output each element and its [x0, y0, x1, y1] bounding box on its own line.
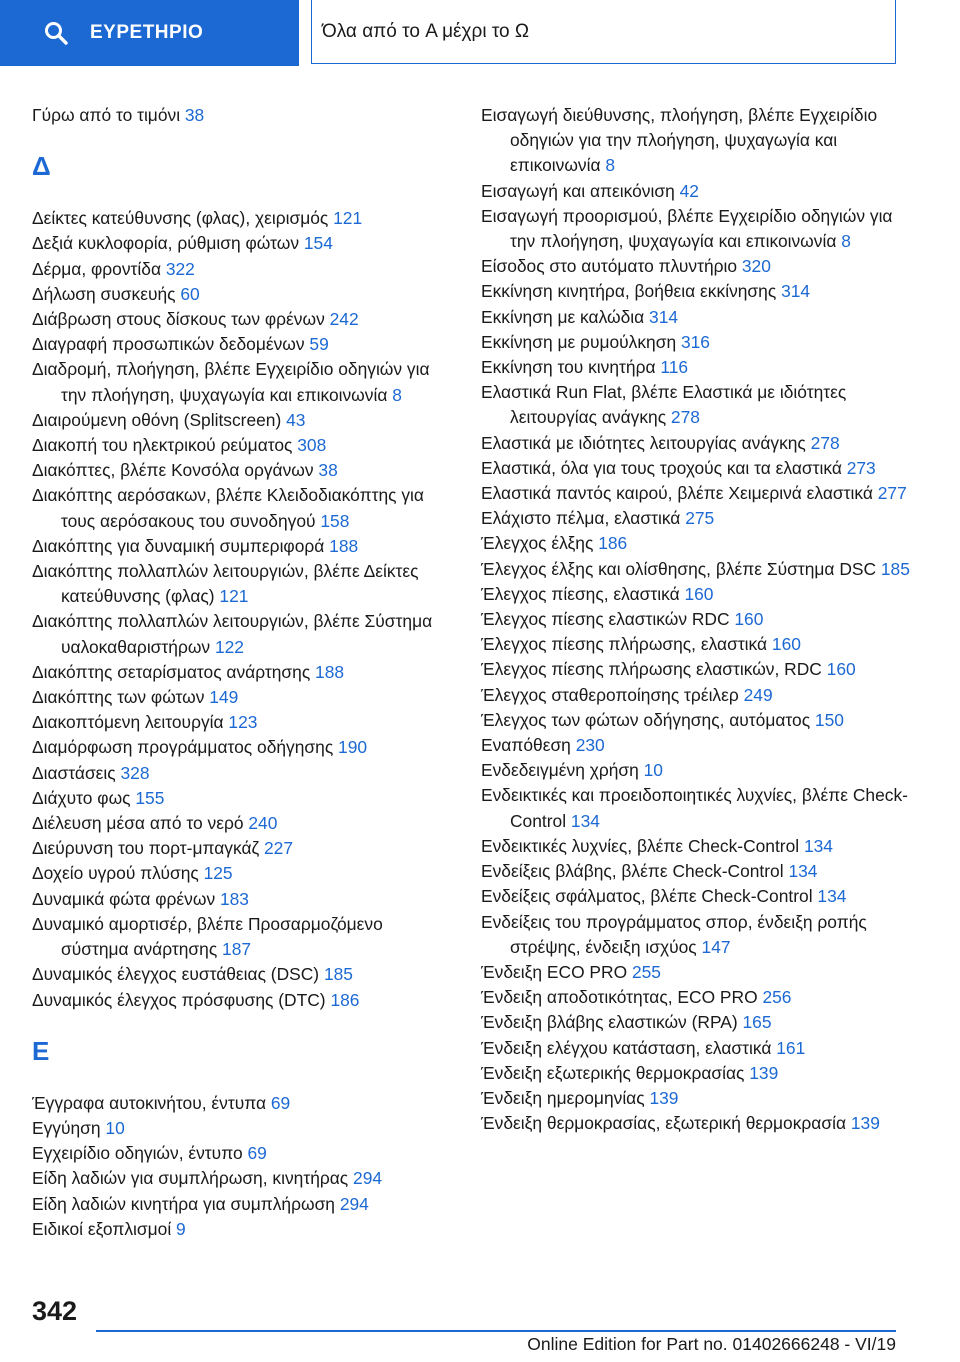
index-entry-text: Ένδειξη ελέγχου κατάσταση, ελαστικά	[481, 1037, 777, 1058]
index-entry	[32, 735, 452, 760]
index-entry	[32, 408, 452, 433]
index-entry	[481, 456, 921, 481]
index-entry-text: Διακόπτης σεταρίσματος ανάρτησης	[32, 661, 316, 682]
index-entry	[481, 279, 921, 304]
page-link[interactable]: 294	[353, 1168, 383, 1189]
index-entry	[481, 380, 921, 430]
index-entry	[32, 836, 452, 861]
index-entry-text: Εκκίνηση κινητήρα, βοήθεια εκκίνησης	[481, 281, 782, 302]
footer-edition: Online Edition for Part no. 01402666248 - VI/19	[527, 1334, 896, 1354]
index-entry-text: Ελαστικά με ιδιότητες λειτουργίας ανάγκης	[481, 432, 811, 453]
index-entry-text: Εισαγωγή προορισμού, βλέπε Εγχειρίδιο οδηγιών για την πλοήγηση, ψυχαγωγία και επικοινωνία	[481, 205, 893, 252]
index-entry-text: Ένδειξη ECO PRO	[481, 961, 632, 982]
index-entry-text: Δοχείο υγρού πλύσης	[32, 863, 204, 884]
index-entry	[481, 910, 921, 960]
index-entry	[32, 103, 452, 128]
tab-a-to-z[interactable]	[311, 0, 896, 64]
index-entry	[481, 582, 921, 607]
index-entry-text: Ένδειξη βλάβης ελαστικών (RPA)	[481, 1012, 743, 1033]
index-entry-text: Εισαγωγή διεύθυνσης, πλοήγηση, βλέπε Εγχειρίδιο οδηγιών για την πλοήγηση, ψυχαγωγία και επικοινωνία	[481, 105, 878, 176]
page-link[interactable]: 278	[670, 407, 700, 428]
page-link[interactable]: 158	[320, 510, 350, 531]
index-entry-text: Γύρω από το τιμόνι	[32, 105, 185, 125]
page-link[interactable]: 116	[660, 357, 689, 378]
page-link[interactable]: 255	[631, 961, 661, 982]
index-entry	[32, 483, 452, 533]
index-entry	[32, 912, 452, 962]
index-entry-text: Εκκίνηση με ρυμούλκηση	[481, 331, 681, 352]
index-entry	[481, 531, 921, 556]
index-entry	[481, 1010, 921, 1035]
index-column-right	[481, 103, 921, 1136]
index-entry-text: Διακόπτης πολλαπλών λειτουργιών, βλέπε Σύστημα υαλοκαθαριστήρων	[32, 611, 433, 657]
page-link[interactable]: 185	[323, 964, 353, 985]
index-entry	[481, 305, 921, 330]
page-link[interactable]: 134	[788, 861, 818, 882]
page-link[interactable]: 139	[850, 1113, 880, 1134]
page-link[interactable]: 59	[309, 334, 329, 355]
page-link[interactable]: 278	[810, 432, 840, 453]
tab-index-label: ΕΥΡΕΤΗΡΙΟ	[90, 22, 204, 43]
index-entry	[32, 534, 452, 559]
index-entry	[481, 708, 921, 733]
index-entry	[481, 683, 921, 708]
page-link[interactable]: 60	[180, 283, 200, 304]
index-entry-text: Εκκίνηση με καλώδια	[481, 306, 650, 327]
index-entry	[32, 257, 452, 282]
index-entry	[32, 962, 452, 987]
page-link[interactable]: 183	[219, 888, 249, 909]
page-link[interactable]: 160	[826, 659, 856, 680]
index-entry-text: Δυναμικό αμορτισέρ, βλέπε Προσαρμοζόμενο σύστημα ανάρτησης	[32, 913, 383, 960]
index-entry	[481, 1086, 921, 1111]
page-link[interactable]: 186	[330, 989, 360, 1010]
tab-index[interactable]	[0, 0, 299, 66]
page-link[interactable]: 155	[135, 787, 165, 808]
footer-divider	[96, 1330, 896, 1332]
index-entry	[32, 1141, 452, 1166]
page-link[interactable]: 275	[685, 508, 715, 529]
page-link[interactable]: 160	[734, 609, 764, 630]
index-entry-text: Διεύρυνση του πορτ-μπαγκάζ	[32, 838, 265, 859]
page-link[interactable]: 122	[214, 636, 244, 657]
page-link[interactable]: 9	[176, 1218, 186, 1239]
page-link[interactable]: 154	[303, 233, 333, 254]
index-entry	[481, 179, 921, 204]
page-link[interactable]: 160	[771, 634, 801, 655]
index-entry	[32, 660, 452, 685]
index-entry	[481, 657, 921, 682]
page-link[interactable]: 150	[814, 709, 844, 730]
index-entry-text: Έγγραφα αυτοκινήτου, έντυπα	[32, 1092, 271, 1113]
index-entry-text: Διαμόρφωση προγράμματος οδήγησης	[32, 737, 339, 758]
index-entry	[32, 282, 452, 307]
index-entry-text: Εγγύηση	[32, 1117, 106, 1138]
index-entry	[32, 433, 452, 458]
index-entry	[32, 1116, 452, 1141]
tab-a-to-z-label: Όλα από το A μέχρι το Ω	[322, 20, 530, 42]
page-link[interactable]: 187	[222, 939, 252, 960]
page-link[interactable]: 322	[165, 258, 195, 279]
index-entry	[481, 783, 921, 833]
index-entry	[32, 1192, 452, 1217]
index-entry	[32, 861, 452, 886]
index-entry-text: Διαγραφή προσωπικών δεδομένων	[32, 334, 310, 355]
index-entry-text: Ενδεικτικές και προειδοποιητικές λυχνίες, βλέπε Check-Control	[481, 785, 908, 831]
index-entry	[481, 103, 921, 179]
index-entry-text: Ελαστικά, όλα για τους τροχούς και τα ελαστικά	[481, 457, 847, 478]
index-column-left	[32, 103, 452, 1242]
index-entry-text: Διακοπτόμενη λειτουργία	[32, 712, 229, 733]
index-entry-text: Διάβρωση στους δίσκους των φρένων	[32, 309, 330, 330]
index-entry	[481, 1061, 921, 1086]
index-entry-text: Δέρμα, φροντίδα	[32, 258, 166, 279]
index-entry	[32, 307, 452, 332]
index-entry-text: Είδη λαδιών για συμπλήρωση, κινητήρας	[32, 1168, 354, 1189]
page-link[interactable]: 10	[105, 1117, 125, 1138]
page-link[interactable]: 308	[297, 435, 327, 456]
page-link[interactable]: 125	[203, 863, 233, 884]
page-link[interactable]: 121	[333, 208, 363, 229]
page-link[interactable]: 188	[329, 535, 359, 556]
index-entry-text: Εγχειρίδιο οδηγιών, έντυπο	[32, 1143, 248, 1164]
page-link[interactable]: 134	[817, 886, 847, 907]
index-entry	[481, 834, 921, 859]
index-entry-text: Διαστάσεις	[32, 762, 121, 783]
page-link[interactable]: 42	[679, 180, 699, 201]
index-entry	[32, 357, 452, 407]
index-entry	[32, 458, 452, 483]
index-entry-text: Έλεγχος πίεσης πλήρωσης, ελαστικά	[481, 634, 772, 655]
index-entry	[481, 985, 921, 1010]
page-link[interactable]: 316	[680, 331, 710, 352]
index-entry-text: Διαιρούμενη οθόνη (Splitscreen)	[32, 409, 287, 430]
index-entry-text: Ελαστικά Run Flat, βλέπε Ελαστικά με ιδιότητες λειτουργίας ανάγκης	[481, 382, 847, 428]
index-entry-text: Ένδειξη εξωτερικής θερμοκρασίας	[481, 1062, 750, 1083]
page-link[interactable]: 121	[219, 586, 249, 607]
page-link[interactable]: 227	[264, 838, 294, 859]
page-link[interactable]: 186	[598, 533, 628, 554]
index-entry-text: Δήλωση συσκευής	[32, 283, 181, 304]
page-link[interactable]: 256	[762, 987, 792, 1008]
index-entry	[32, 1166, 452, 1191]
page-link[interactable]: 240	[248, 813, 278, 834]
index-entry-text: Ενδείξεις του προγράμματος σπορ, ένδειξη ροπής στρέψης, ένδειξη ισχύος	[481, 911, 867, 957]
index-entry-text: Εναπόθεση	[481, 735, 576, 756]
index-entry	[481, 355, 921, 380]
index-entry-text: Διακόπτης πολλαπλών λειτουργιών, βλέπε Δείκτες κατεύθυνσης (φλας)	[32, 561, 419, 607]
page-link[interactable]: 134	[803, 835, 833, 856]
index-entry	[32, 988, 452, 1013]
index-entry	[481, 204, 921, 254]
page-link[interactable]: 69	[247, 1143, 267, 1164]
index-entry	[32, 206, 452, 231]
index-entry	[32, 609, 452, 659]
index-entry-text: Δεξιά κυκλοφορία, ρύθμιση φώτων	[32, 233, 304, 254]
index-entry-text: Ένδειξη αποδοτικότητας, ECO PRO	[481, 987, 763, 1008]
index-entry-text: Ελάχιστο πέλμα, ελαστικά	[481, 508, 686, 529]
page-link[interactable]: 139	[749, 1062, 779, 1083]
index-entry-text: Είσοδος στο αυτόματο πλυντήριο	[481, 256, 742, 277]
index-entry-text: Διάχυτο φως	[32, 787, 136, 808]
page-link[interactable]: 249	[743, 684, 773, 705]
index-entry-text: Ένδειξη θερμοκρασίας, εξωτερική θερμοκρασία	[481, 1113, 851, 1134]
index-entry-text: Διακόπτες, βλέπε Κονσόλα οργάνων	[32, 460, 319, 481]
index-entry-text: Διέλευση μέσα από το νερό	[32, 813, 249, 834]
index-entry-text: Έλεγχος σταθεροποίησης τρέιλερ	[481, 684, 744, 705]
page-link[interactable]: 190	[338, 737, 368, 758]
page-link[interactable]: 8	[841, 231, 851, 252]
index-entry	[32, 1091, 452, 1116]
index-entry	[481, 1036, 921, 1061]
page-link[interactable]: 43	[286, 409, 306, 430]
index-entry	[481, 431, 921, 456]
index-entry	[32, 559, 452, 609]
index-entry	[481, 758, 921, 783]
index-entry-text: Έλεγχος έλξης και ολίσθησης, βλέπε Σύστημα DSC	[481, 558, 881, 579]
page-link[interactable]: 314	[649, 306, 679, 327]
index-entry-text: Δείκτες κατεύθυνσης (φλας), χειρισμός	[32, 208, 334, 229]
index-entry	[481, 557, 921, 582]
index-entry	[32, 685, 452, 710]
index-entry-text: Ενδεικτικές λυχνίες, βλέπε Check-Control	[481, 835, 804, 856]
index-entry-text: Εισαγωγή και απεικόνιση	[481, 180, 680, 201]
index-entry	[481, 1111, 921, 1136]
page-link[interactable]: 165	[742, 1012, 772, 1033]
index-entry-text: Ένδειξη ημερομηνίας	[481, 1087, 650, 1108]
index-entry	[481, 254, 921, 279]
page-link[interactable]: 149	[209, 687, 239, 708]
index-entry	[32, 1217, 452, 1242]
page-link[interactable]: 147	[701, 936, 731, 957]
page-link[interactable]: 314	[781, 281, 811, 302]
page-link[interactable]: 123	[228, 712, 258, 733]
index-entry	[32, 332, 452, 357]
index-entry-text: Ενδεδειγμένη χρήση	[481, 760, 644, 781]
page-link[interactable]: 242	[329, 309, 359, 330]
page-number: 342	[32, 1296, 78, 1326]
index-letter-heading: Δ	[32, 151, 51, 182]
index-entry-text: Διακόπτης των φώτων	[32, 687, 210, 708]
index-letter-heading: Ε	[32, 1035, 50, 1066]
index-entry-text: Διακόπτης για δυναμική συμπεριφορά	[32, 535, 330, 556]
index-entry	[32, 786, 452, 811]
page-link[interactable]: 69	[270, 1092, 291, 1113]
index-entry	[481, 632, 921, 657]
page-link[interactable]: 273	[846, 457, 876, 478]
top-navigation	[0, 0, 960, 66]
index-entry-text: Είδη λαδιών κινητήρα για συμπλήρωση	[32, 1193, 340, 1214]
page-link[interactable]: 8	[392, 384, 402, 405]
index-entry	[481, 960, 921, 985]
page-link[interactable]: 328	[120, 762, 150, 783]
page-link[interactable]: 161	[776, 1037, 806, 1058]
index-entry	[481, 506, 921, 531]
index-entry-text: Ειδικοί εξοπλισμοί	[32, 1218, 177, 1239]
page-link[interactable]: 185	[880, 558, 910, 579]
index-entry	[481, 884, 921, 909]
index-entry	[32, 887, 452, 912]
index-entry	[32, 231, 452, 256]
page-link[interactable]: 139	[649, 1087, 679, 1108]
page-link[interactable]: 188	[315, 661, 345, 682]
page-link[interactable]: 134	[570, 810, 600, 831]
index-entry-text: Έλεγχος πίεσης πλήρωσης ελαστικών, RDC	[481, 659, 827, 680]
page-link[interactable]: 38	[184, 105, 205, 125]
page-link[interactable]: 277	[877, 483, 907, 504]
page-link[interactable]: 294	[339, 1193, 369, 1214]
page-link[interactable]: 10	[643, 760, 663, 781]
index-entry-text: Δυναμικά φώτα φρένων	[32, 888, 220, 909]
index-entry-text: Ενδείξεις βλάβης, βλέπε Check-Control	[481, 861, 789, 882]
page-link[interactable]: 230	[575, 735, 605, 756]
page-link[interactable]: 38	[318, 460, 338, 481]
index-entry	[481, 733, 921, 758]
index-entry-text: Ελαστικά παντός καιρού, βλέπε Χειμερινά ελαστικά	[481, 483, 878, 504]
index-entry-text: Δυναμικός έλεγχος ευστάθειας (DSC)	[32, 964, 324, 985]
index-entry	[32, 761, 452, 786]
page-link[interactable]: 320	[741, 256, 771, 277]
index-entry-text: Διακόπτης αερόσακων, βλέπε Κλειδοδιακόπτης για τους αερόσακους του συνοδηγού	[32, 485, 424, 531]
page-link[interactable]: 160	[684, 583, 714, 604]
index-entry	[481, 607, 921, 632]
index-entry-text: Έλεγχος πίεσης, ελαστικά	[481, 583, 685, 604]
index-entry	[481, 481, 921, 506]
index-entry-text: Δυναμικός έλεγχος πρόσφυσης (DTC)	[32, 989, 331, 1010]
search-icon	[44, 21, 68, 45]
index-entry	[481, 330, 921, 355]
index-entry	[32, 710, 452, 735]
index-entry	[32, 811, 452, 836]
index-entry-text: Διακοπή του ηλεκτρικού ρεύματος	[32, 435, 298, 456]
page-link[interactable]: 8	[605, 155, 616, 176]
index-entry-text: Εκκίνηση του κινητήρα	[481, 357, 661, 378]
index-entry-text: Έλεγχος πίεσης ελαστικών RDC	[481, 609, 735, 630]
index-entry-text: Έλεγχος έλξης	[481, 533, 599, 554]
index-entry-text: Έλεγχος των φώτων οδήγησης, αυτόματος	[481, 709, 815, 730]
index-entry-text: Ενδείξεις σφάλματος, βλέπε Check-Control	[481, 886, 818, 907]
index-entry	[481, 859, 921, 884]
index-entry-text: Διαδρομή, πλοήγηση, βλέπε Εγχειρίδιο οδηγιών για την πλοήγηση, ψυχαγωγία και επικοινωνία	[32, 359, 430, 405]
